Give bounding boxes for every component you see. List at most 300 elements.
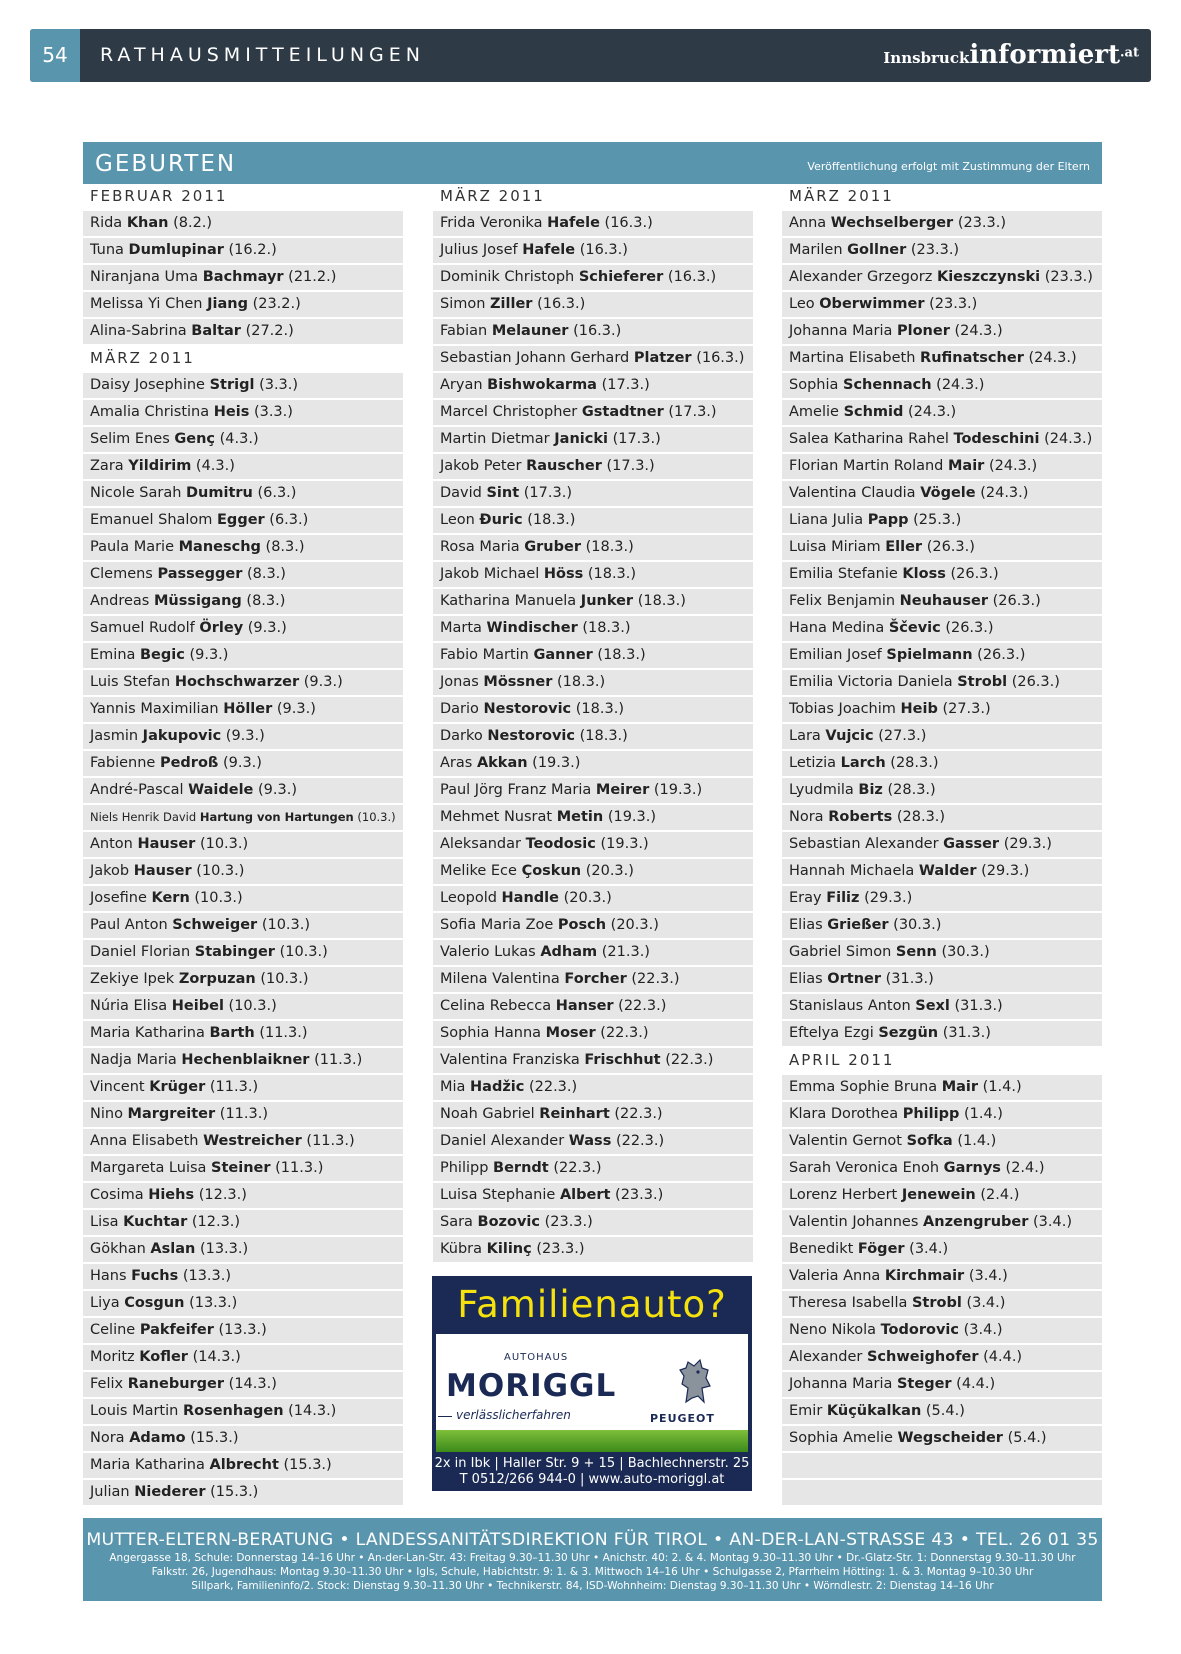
surname: Heibel xyxy=(171,998,224,1014)
birth-entry xyxy=(83,940,403,967)
birth-date: (21.2.) xyxy=(288,269,337,285)
first-names: Lara xyxy=(789,728,821,744)
birth-entry xyxy=(782,1345,1102,1372)
birth-entry xyxy=(83,967,403,994)
surname: Waidele xyxy=(188,782,254,798)
first-names: Leo xyxy=(789,296,815,312)
first-names: Melissa Yi Chen xyxy=(90,296,203,312)
peugeot-lion-icon xyxy=(674,1358,716,1404)
advertisement[interactable] xyxy=(432,1276,752,1491)
surname: Ganner xyxy=(533,647,593,663)
birth-date: (23.3.) xyxy=(536,1241,585,1257)
birth-date: (10.3.) xyxy=(279,944,328,960)
surname: Schweiger xyxy=(172,917,258,933)
first-names: Gabriel Simon xyxy=(789,944,892,960)
first-names: Alexander Grzegorz xyxy=(789,269,933,285)
birth-date: (18.3.) xyxy=(597,647,646,663)
surname: Pedroß xyxy=(159,755,219,771)
surname: Bishwokarma xyxy=(487,377,597,393)
birth-date: (18.3.) xyxy=(585,539,634,555)
birth-date: (3.4.) xyxy=(966,1295,1006,1311)
birth-entry xyxy=(433,589,753,616)
birth-entry xyxy=(433,751,753,778)
birth-entry xyxy=(782,1156,1102,1183)
birth-date: (8.2.) xyxy=(173,215,213,231)
surname: Schieferer xyxy=(578,269,664,285)
birth-entry xyxy=(83,1129,403,1156)
first-names: Sophia Hanna xyxy=(440,1025,542,1041)
month-heading: FEBRUAR 2011 xyxy=(83,184,403,211)
birth-entry xyxy=(782,1075,1102,1102)
birth-column-2 xyxy=(433,184,753,1264)
birth-entry xyxy=(782,616,1102,643)
birth-date: (18.3.) xyxy=(587,566,637,582)
empty-row xyxy=(782,1453,1102,1480)
birth-entry xyxy=(782,400,1102,427)
first-names: Anton xyxy=(90,836,133,852)
birth-entry xyxy=(782,373,1102,400)
birth-date: (8.3.) xyxy=(246,593,286,609)
first-names: Tuna xyxy=(90,242,124,258)
birth-entry xyxy=(433,535,753,562)
birth-entry xyxy=(782,454,1102,481)
surname: Wass xyxy=(568,1133,612,1149)
surname: Raneburger xyxy=(127,1376,225,1392)
first-names: Leon xyxy=(440,512,475,528)
birth-entry xyxy=(782,319,1102,346)
birth-entry xyxy=(782,265,1102,292)
surname: Baltar xyxy=(191,323,241,339)
birth-date: (30.3.) xyxy=(893,917,942,933)
surname: Dumitru xyxy=(186,485,253,501)
first-names: Lyudmila xyxy=(789,782,854,798)
birth-entry xyxy=(782,292,1102,319)
birth-date: (22.3.) xyxy=(600,1025,649,1041)
birth-entry xyxy=(83,1237,403,1264)
birth-entry xyxy=(83,913,403,940)
month-heading: MÄRZ 2011 xyxy=(782,184,1102,211)
surname: Philipp xyxy=(902,1106,960,1122)
first-names: Amalia Christina xyxy=(90,404,210,420)
first-names: Luisa Stephanie xyxy=(440,1187,556,1203)
first-names: Samuel Rudolf xyxy=(90,620,195,636)
birth-date: (23.3.) xyxy=(929,296,978,312)
first-names: Fabienne xyxy=(90,755,156,771)
birth-date: (17.3.) xyxy=(612,431,661,447)
surname: Jiang xyxy=(207,296,248,312)
first-names: Alexander xyxy=(789,1349,863,1365)
birth-entry xyxy=(782,562,1102,589)
birth-entry xyxy=(83,697,403,724)
birth-entry xyxy=(782,913,1102,940)
first-names: Sara xyxy=(440,1214,473,1230)
first-names: Luis Stefan xyxy=(90,674,171,690)
first-names: Nora xyxy=(90,1430,125,1446)
birth-entry xyxy=(83,1399,403,1426)
birth-date: (15.3.) xyxy=(190,1430,239,1446)
birth-date: (27.3.) xyxy=(878,728,927,744)
birth-entry xyxy=(83,724,403,751)
first-names: Mehmet Nusrat xyxy=(440,809,553,825)
ad-headline: Familienauto? xyxy=(457,1283,727,1326)
surname: Ortner xyxy=(827,971,881,987)
first-names: Katharina Manuela xyxy=(440,593,577,609)
surname: Mössner xyxy=(483,674,553,690)
first-names: Lorenz Herbert xyxy=(789,1187,898,1203)
birth-entry xyxy=(782,1129,1102,1156)
birth-entry xyxy=(433,994,753,1021)
first-names: Nadja Maria xyxy=(90,1052,177,1068)
surname: Gollner xyxy=(847,242,907,258)
surname: Küçükalkan xyxy=(826,1403,922,1419)
birth-entry xyxy=(433,643,753,670)
brand-prefix: Innsbruck xyxy=(883,49,970,67)
surname: Sofka xyxy=(906,1133,953,1149)
first-names: Aryan xyxy=(440,377,483,393)
birth-date: (22.3.) xyxy=(631,971,680,987)
birth-date: (19.3.) xyxy=(600,836,649,852)
surname: Wegscheider xyxy=(897,1430,1003,1446)
birth-entry xyxy=(433,697,753,724)
birth-date: (18.3.) xyxy=(582,620,631,636)
first-names: Selim Enes xyxy=(90,431,170,447)
birth-entry xyxy=(433,616,753,643)
birth-date: (9.3.) xyxy=(189,647,229,663)
first-names: Josefine xyxy=(90,890,147,906)
first-names: Fabian xyxy=(440,323,488,339)
surname: Gruber xyxy=(524,539,581,555)
surname: Wechselberger xyxy=(830,215,954,231)
first-names: Salea Katharina Rahel xyxy=(789,431,949,447)
birth-entry xyxy=(782,1291,1102,1318)
birth-entry xyxy=(433,886,753,913)
surname: Kern xyxy=(151,890,190,906)
birth-date: (10.3.) xyxy=(196,863,245,879)
birth-date: (12.3.) xyxy=(191,1214,241,1230)
birth-date: (10.3.) xyxy=(261,917,311,933)
first-names: Dario xyxy=(440,701,479,717)
surname: Biz xyxy=(858,782,883,798)
birth-date: (22.3.) xyxy=(614,1106,663,1122)
birth-date: (4.3.) xyxy=(219,431,259,447)
surname: Đuric xyxy=(479,512,523,528)
first-names: Núria Elisa xyxy=(90,998,168,1014)
first-names: Niranjana Uma xyxy=(90,269,199,285)
birth-date: (27.2.) xyxy=(245,323,294,339)
birth-date: (28.3.) xyxy=(890,755,939,771)
surname: Hanser xyxy=(555,998,614,1014)
first-names: Nino xyxy=(90,1106,123,1122)
surname: Albert xyxy=(559,1187,611,1203)
first-names: Cosima xyxy=(90,1187,144,1203)
page-header xyxy=(30,29,1151,82)
surname: Teodosic xyxy=(525,836,596,852)
first-names: Benedikt xyxy=(789,1241,854,1257)
birth-date: (16.3.) xyxy=(573,323,622,339)
first-names: Sofia Maria Zoe xyxy=(440,917,554,933)
first-names: Lisa xyxy=(90,1214,119,1230)
first-names: Margareta Luisa xyxy=(90,1160,207,1176)
birth-date: (24.3.) xyxy=(1044,431,1093,447)
first-names: Emilia Stefanie xyxy=(789,566,898,582)
first-names: Martin Dietmar xyxy=(440,431,550,447)
surname: Heis xyxy=(213,404,250,420)
birth-entry xyxy=(782,508,1102,535)
first-names: Maria Katharina xyxy=(90,1025,205,1041)
birth-date: (10.3.) xyxy=(260,971,309,987)
birth-date: (17.3.) xyxy=(523,485,572,501)
brand-suffix: .at xyxy=(1120,45,1139,61)
first-names: Theresa Isabella xyxy=(789,1295,908,1311)
surname: Niederer xyxy=(134,1484,206,1500)
surname: Gasser xyxy=(943,836,1000,852)
birth-entry xyxy=(433,508,753,535)
birth-entry xyxy=(83,319,403,346)
first-names: Nora xyxy=(789,809,824,825)
birth-entry xyxy=(433,265,753,292)
birth-date: (3.4.) xyxy=(963,1322,1003,1338)
birth-entry xyxy=(782,1237,1102,1264)
birth-date: (23.3.) xyxy=(1044,269,1093,285)
surname: Meirer xyxy=(595,782,650,798)
birth-date: (14.3.) xyxy=(288,1403,337,1419)
birth-date: (26.3.) xyxy=(992,593,1041,609)
first-names: Maria Katharina xyxy=(90,1457,205,1473)
birth-date: (10.3.) xyxy=(194,890,243,906)
surname: Sint xyxy=(486,485,520,501)
surname: Kloss xyxy=(902,566,946,582)
birth-date: (16.2.) xyxy=(228,242,277,258)
birth-date: (24.3.) xyxy=(988,458,1038,474)
surname: Metin xyxy=(556,809,604,825)
birth-entry xyxy=(433,1102,753,1129)
first-names: Anna Elisabeth xyxy=(90,1133,199,1149)
surname: Ploner xyxy=(896,323,950,339)
birth-date: (2.4.) xyxy=(980,1187,1020,1203)
surname: Kilinç xyxy=(486,1241,532,1257)
first-names: Rosa Maria xyxy=(440,539,520,555)
birth-date: (3.4.) xyxy=(968,1268,1008,1284)
birth-date: (31.3.) xyxy=(942,1025,991,1041)
birth-entry xyxy=(433,211,753,238)
ad-subtitle: AUTOHAUS xyxy=(504,1352,569,1363)
birth-date: (6.3.) xyxy=(269,512,309,528)
birth-entry xyxy=(433,319,753,346)
birth-date: (12.3.) xyxy=(198,1187,247,1203)
first-names: Sophia xyxy=(789,377,839,393)
birth-date: (11.3.) xyxy=(275,1160,324,1176)
birth-entry xyxy=(433,859,753,886)
first-names: Eftelya Ezgi xyxy=(789,1025,874,1041)
ad-logo-panel xyxy=(436,1334,748,1452)
birth-column-3 xyxy=(782,184,1102,1507)
birth-date: (16.3.) xyxy=(579,242,628,258)
birth-date: (10.3.) xyxy=(357,810,396,824)
surname: Mair xyxy=(941,1079,979,1095)
birth-entry xyxy=(83,1183,403,1210)
surname: Passegger xyxy=(157,566,243,582)
birth-entry xyxy=(83,1345,403,1372)
birth-date: (19.3.) xyxy=(653,782,703,798)
first-names: Florian Martin Roland xyxy=(789,458,944,474)
birth-entry xyxy=(782,832,1102,859)
surname: Begic xyxy=(140,647,185,663)
first-names: Simon xyxy=(440,296,486,312)
first-names: Darko xyxy=(440,728,483,744)
birth-entry xyxy=(83,1453,403,1480)
birth-date: (23.2.) xyxy=(252,296,301,312)
first-names: Zekiye Ipek xyxy=(90,971,175,987)
surname: Kirchmair xyxy=(884,1268,965,1284)
footer-line-3: Sillpark, Familieninfo/2. Stock: Dienstag 9.30–11.30 Uhr • Technikerstr. 84, ISD-Wohnheim: Dienstag 9.30–11.30 Uhr • Wörndlestr. 2: Dienstag 14–16 Uhr xyxy=(191,1580,994,1592)
birth-date: (16.3.) xyxy=(667,269,717,285)
birth-date: (17.3.) xyxy=(606,458,655,474)
first-names: Emilian Josef xyxy=(789,647,882,663)
birth-date: (20.3.) xyxy=(585,863,634,879)
surname: Rauscher xyxy=(526,458,602,474)
surname: Hadžic xyxy=(470,1079,525,1095)
birth-entry xyxy=(433,1183,753,1210)
birth-entry xyxy=(83,832,403,859)
birth-date: (9.3.) xyxy=(222,755,262,771)
birth-date: (4.4.) xyxy=(983,1349,1023,1365)
birth-entry xyxy=(782,1210,1102,1237)
first-names: Jonas xyxy=(440,674,479,690)
birth-entry xyxy=(782,1183,1102,1210)
first-names: Aleksandar xyxy=(440,836,521,852)
surname: Larch xyxy=(840,755,886,771)
surname: Nestorovic xyxy=(487,728,575,744)
first-names: Kübra xyxy=(440,1241,483,1257)
birth-date: (15.3.) xyxy=(210,1484,259,1500)
birth-entry xyxy=(782,778,1102,805)
footer-line-2: Falkstr. 26, Jugendhaus: Montag 9.30–11.30 Uhr • Igls, Schule, Habichtstr. 9: 1. & 3. Mittwoch 14–16 Uhr • Schulgasse 2, Pfarrheim Hötting: 1. & 3. Montag 9–10.30 Uhr xyxy=(151,1566,1034,1578)
birth-date: (16.3.) xyxy=(604,215,653,231)
surname: Fuchs xyxy=(131,1268,179,1284)
birth-entry xyxy=(433,292,753,319)
first-names: Louis Martin xyxy=(90,1403,179,1419)
first-names: Paul Jörg Franz Maria xyxy=(440,782,592,798)
first-names: Philipp xyxy=(440,1160,489,1176)
first-names: Celine xyxy=(90,1322,136,1338)
birth-entry xyxy=(83,562,403,589)
birth-date: (1.4.) xyxy=(982,1079,1022,1095)
first-names: Julius Josef xyxy=(440,242,518,258)
birth-date: (22.3.) xyxy=(528,1079,578,1095)
first-names: Alina-Sabrina xyxy=(90,323,187,339)
empty-row xyxy=(782,1480,1102,1507)
birth-entry xyxy=(782,724,1102,751)
first-names: Emilia Victoria Daniela xyxy=(789,674,953,690)
first-names: Clemens xyxy=(90,566,153,582)
surname: Khan xyxy=(126,215,169,231)
surname: Albrecht xyxy=(209,1457,279,1473)
brand-logo xyxy=(883,40,1139,70)
birth-date: (25.3.) xyxy=(913,512,962,528)
birth-entry xyxy=(433,1048,753,1075)
birth-date: (18.3.) xyxy=(556,674,606,690)
surname: Ščevic xyxy=(888,620,941,636)
birth-date: (5.4.) xyxy=(1007,1430,1047,1446)
first-names: Emma Sophie Bruna xyxy=(789,1079,938,1095)
birth-date: (22.3.) xyxy=(615,1133,665,1149)
first-names: David xyxy=(440,485,482,501)
surname: Maneschg xyxy=(178,539,261,555)
birth-date: (26.3.) xyxy=(977,647,1026,663)
surname: Roberts xyxy=(828,809,893,825)
birth-entry xyxy=(433,1237,753,1264)
birth-date: (17.3.) xyxy=(668,404,717,420)
birth-date: (16.3.) xyxy=(537,296,586,312)
birth-date: (22.3.) xyxy=(618,998,667,1014)
first-names: Martina Elisabeth xyxy=(789,350,916,366)
birth-entry xyxy=(83,373,403,400)
first-names: Fabio Martin xyxy=(440,647,529,663)
birth-entry xyxy=(83,1480,403,1507)
surname: Posch xyxy=(557,917,607,933)
first-names: Emanuel Shalom xyxy=(90,512,213,528)
header-title: RATHAUSMITTEILUNGEN xyxy=(100,44,425,66)
first-names: Aras xyxy=(440,755,473,771)
surname: Frischhut xyxy=(584,1052,661,1068)
surname: Gstadtner xyxy=(581,404,664,420)
surname: Hiehs xyxy=(148,1187,195,1203)
surname: Höss xyxy=(543,566,584,582)
birth-entry xyxy=(433,481,753,508)
birth-entry xyxy=(83,643,403,670)
surname: Platzer xyxy=(633,350,692,366)
birth-entry xyxy=(83,1426,403,1453)
surname: Kieszczynski xyxy=(936,269,1041,285)
birth-date: (20.3.) xyxy=(563,890,612,906)
birth-entry xyxy=(433,940,753,967)
birth-date: (18.3.) xyxy=(527,512,576,528)
birth-entry xyxy=(83,1318,403,1345)
footer-info-box xyxy=(83,1518,1102,1601)
birth-date: (10.3.) xyxy=(228,998,277,1014)
first-names: Luisa Miriam xyxy=(789,539,881,555)
birth-date: (13.3.) xyxy=(182,1268,232,1284)
birth-entry xyxy=(433,562,753,589)
first-names: Moritz xyxy=(90,1349,135,1365)
birth-date: (24.3.) xyxy=(936,377,985,393)
first-names: Daisy Josephine xyxy=(90,377,205,393)
first-names: Jakob Peter xyxy=(440,458,522,474)
surname: Aslan xyxy=(150,1241,196,1257)
surname: Kofler xyxy=(139,1349,188,1365)
surname: Melauner xyxy=(491,323,569,339)
section-header xyxy=(83,142,1102,184)
birth-date: (26.3.) xyxy=(950,566,999,582)
first-names: Hannah Michaela xyxy=(789,863,915,879)
first-names: Valentina Claudia xyxy=(789,485,916,501)
birth-entry xyxy=(433,778,753,805)
surname: Strigl xyxy=(209,377,255,393)
birth-date: (3.3.) xyxy=(259,377,299,393)
birth-entry xyxy=(83,400,403,427)
surname: Janicki xyxy=(554,431,608,447)
birth-date: (26.3.) xyxy=(945,620,994,636)
first-names: Paul Anton xyxy=(90,917,168,933)
surname: Rufinatscher xyxy=(920,350,1024,366)
page-number: 54 xyxy=(30,29,80,82)
surname: Schmid xyxy=(843,404,904,420)
first-names: Liana Julia xyxy=(789,512,864,528)
birth-entry xyxy=(782,1426,1102,1453)
birth-entry xyxy=(782,967,1102,994)
birth-entry xyxy=(433,670,753,697)
surname: Höller xyxy=(223,701,273,717)
